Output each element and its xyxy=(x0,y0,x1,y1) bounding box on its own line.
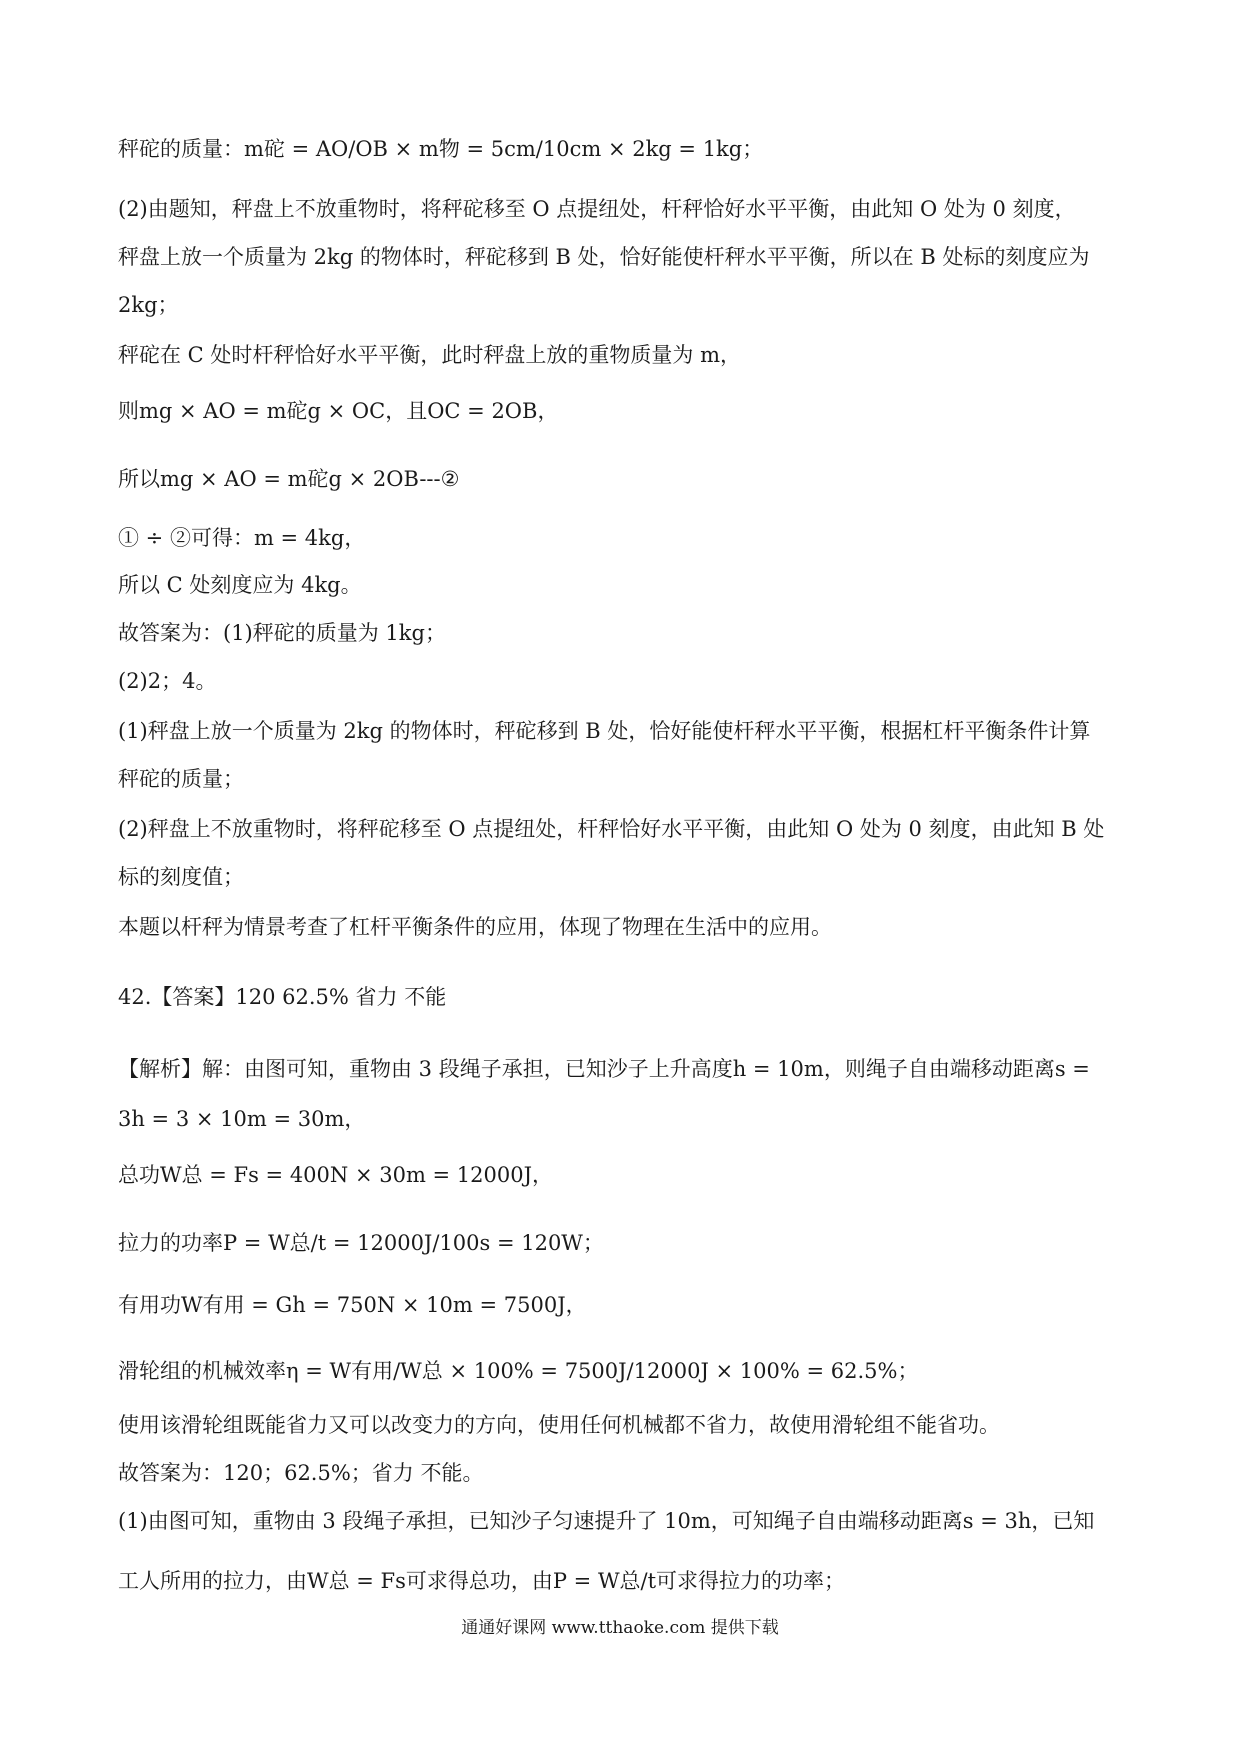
text-line: 秤砣的质量：m砣 = AO/OB × m物 = 5cm/10cm × 2kg = 1kg； xyxy=(118,137,764,161)
text-line: (2)秤盘上不放重物时，将秤砣移至 O 点提纽处，杆秤恰好水平平衡，由此知 O 处为 0 刻度，由此知 B 处 xyxy=(118,817,1105,841)
text-line: 则mg × AO = m砣g × OC，且OC = 2OB， xyxy=(118,399,559,423)
text-line: 所以 C 处刻度应为 4kg。 xyxy=(118,573,362,597)
text-line: (2)由题知，秤盘上不放重物时，将秤砣移至 O 点提纽处，杆秤恰好水平平衡，由此知 O 处为 0 刻度， xyxy=(118,197,1076,221)
text-line: 故答案为：(1)秤砣的质量为 1kg； xyxy=(118,621,446,645)
text-line: (2)2；4。 xyxy=(118,669,217,693)
text-line: ① ÷ ②可得：m = 4kg， xyxy=(118,526,366,550)
text-line: 3h = 3 × 10m = 30m， xyxy=(118,1107,366,1131)
text-line: 2kg； xyxy=(118,293,179,317)
text-line: 总功W总 = Fs = 400N × 30m = 12000J， xyxy=(118,1163,554,1187)
text-line: 秤盘上放一个质量为 2kg 的物体时，秤砣移到 B 处，恰好能使杆秤水平平衡，所以在 B 处标的刻度应为 xyxy=(118,245,1090,269)
text-line: 故答案为：120；62.5%；省力 不能。 xyxy=(118,1461,484,1485)
text-line: 滑轮组的机械效率η = W有用/W总 × 100% = 7500J/12000J × 100% = 62.5%； xyxy=(118,1359,919,1383)
answer-heading: 42.【答案】120 62.5% 省力 不能 xyxy=(118,985,447,1009)
text-line: 工人所用的拉力，由W总 = Fs可求得总功，由P = W总/t可求得拉力的功率； xyxy=(118,1569,846,1593)
text-line: (1)秤盘上放一个质量为 2kg 的物体时，秤砣移到 B 处，恰好能使杆秤水平平衡，根据杠杆平衡条件计算 xyxy=(118,719,1091,743)
text-line: 本题以杆秤为情景考查了杠杆平衡条件的应用，体现了物理在生活中的应用。 xyxy=(118,915,832,939)
text-line: 拉力的功率P = W总/t = 12000J/100s = 120W； xyxy=(118,1231,604,1255)
page-footer: 通通好课网 www.tthaoke.com 提供下载 xyxy=(461,1618,779,1638)
text-line: 秤砣在 C 处时杆秤恰好水平平衡，此时秤盘上放的重物质量为 m， xyxy=(118,343,742,367)
text-line: 秤砣的质量； xyxy=(118,767,244,791)
text-line: 使用该滑轮组既能省力又可以改变力的方向，使用任何机械都不省力，故使用滑轮组不能省功。 xyxy=(118,1413,1000,1437)
text-line: (1)由图可知，重物由 3 段绳子承担，已知沙子匀速提升了 10m，可知绳子自由端移动距离s = 3h，已知 xyxy=(118,1509,1095,1533)
text-line: 所以mg × AO = m砣g × 2OB---② xyxy=(118,467,460,491)
text-line: 标的刻度值； xyxy=(118,865,244,889)
text-line: 【解析】解：由图可知，重物由 3 段绳子承担，已知沙子上升高度h = 10m，则绳子自由端移动距离s = xyxy=(118,1057,1090,1081)
text-line: 有用功W有用 = Gh = 750N × 10m = 7500J， xyxy=(118,1293,587,1317)
